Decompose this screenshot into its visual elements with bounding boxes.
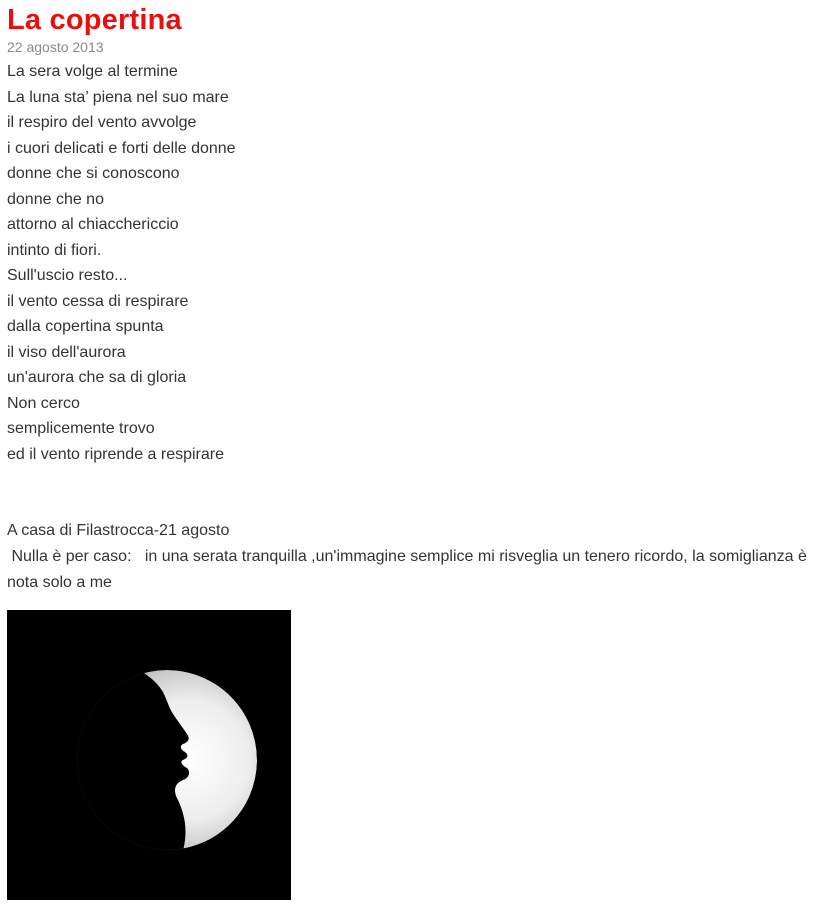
- poem-line: dalla copertina spunta: [7, 318, 164, 335]
- blog-post: [7, 0, 817, 900]
- poem-line: donne che no: [7, 190, 104, 208]
- poem-line: La sera volge al termine: [7, 63, 178, 80]
- poem-line: un'aurora che sa di gloria: [7, 369, 187, 386]
- poem: [7, 59, 817, 467]
- poem-line: donne che si conoscono: [7, 165, 180, 182]
- poem-line: il respiro del vento avvolge: [7, 114, 197, 131]
- poem-line: La luna sta’ piena nel suo mare: [7, 88, 229, 106]
- poem-line: Sull'uscio resto...: [7, 267, 128, 284]
- post-title[interactable]: La copertina: [7, 4, 182, 36]
- poem-line: semplicemente trovo: [7, 420, 155, 437]
- poem-line: intinto di fiori.: [7, 241, 102, 259]
- post-date: 22 agosto 2013: [7, 39, 104, 55]
- note-body: Nulla è per caso: in una serata tranquilla ,un'immagine semplice mi risveglia un tenero ricordo, la somiglianza è nota solo a me: [7, 547, 812, 591]
- moon-face-silhouette-icon: [7, 610, 291, 900]
- poem-line: i cuori delicati e forti delle donne: [7, 139, 236, 157]
- note-heading: A casa di Filastrocca-21 agosto: [7, 522, 230, 539]
- poem-line: ed il vento riprende a respirare: [7, 445, 225, 463]
- poem-line: il vento cessa di respirare: [7, 292, 189, 310]
- poem-line: Non cerco: [7, 394, 80, 412]
- poem-line: il viso dell'aurora: [7, 343, 126, 361]
- moon-face-silhouette-image[interactable]: [7, 610, 291, 900]
- spacer: [7, 467, 817, 518]
- poem-line: attorno al chiacchericcio: [7, 216, 179, 233]
